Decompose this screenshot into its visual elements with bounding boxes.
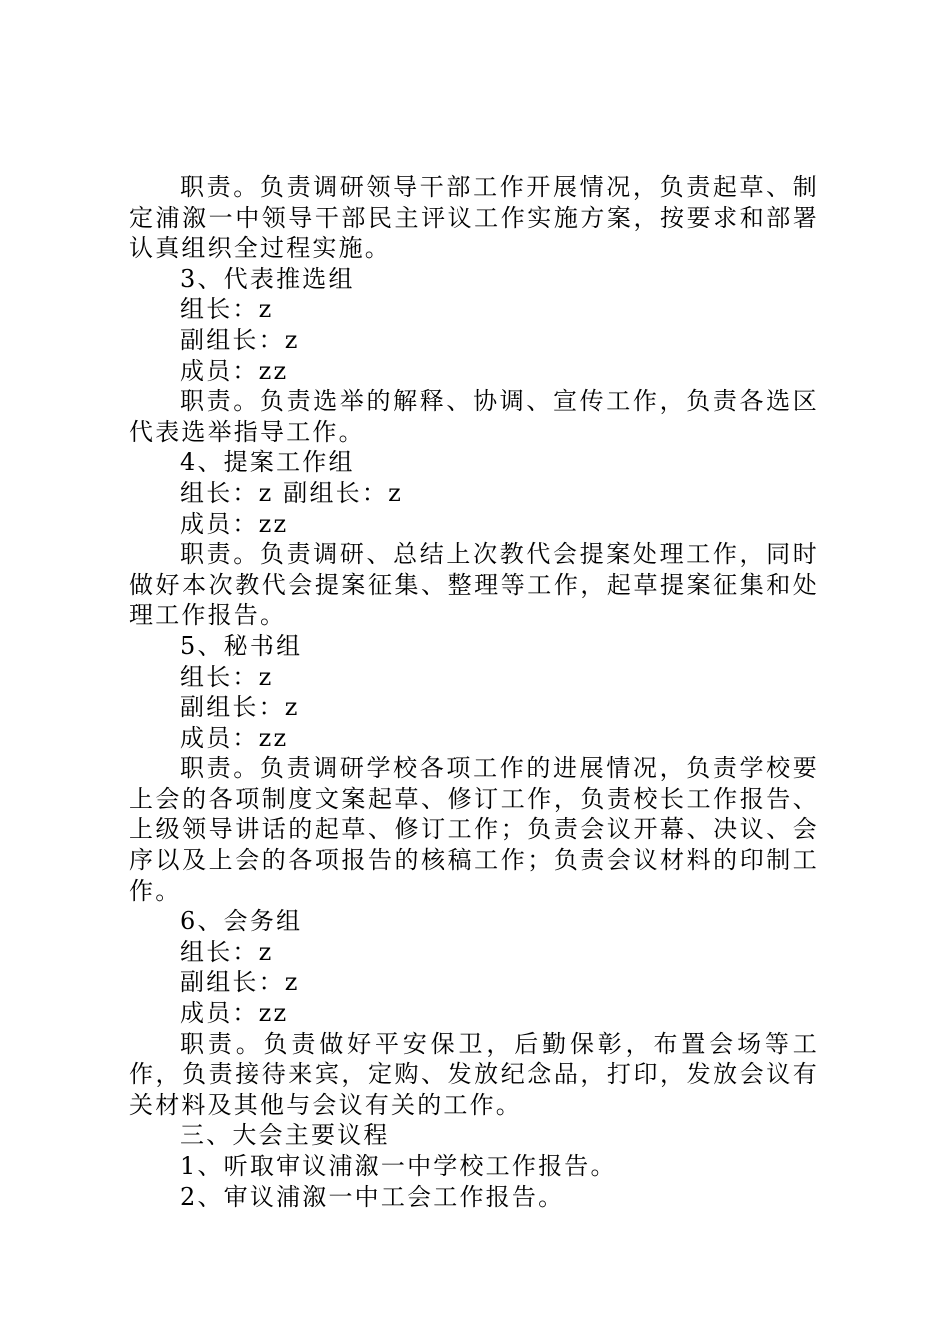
heading-group-4: 4、提案工作组 xyxy=(180,448,355,477)
group-5-leader: 组长：z xyxy=(180,662,274,691)
group-3-leader: 组长：z xyxy=(180,295,274,324)
group-6-duty: 职责。负责做好平安保卫，后勤保彰，布置会场等工作，负责接待来宾，定购、发放纪念品，打印，发放会议有关材料及其他与会议有关的工作。 xyxy=(129,1029,819,1119)
group-3-deputy: 副组长：z xyxy=(180,325,300,354)
heading-group-3: 3、代表推选组 xyxy=(180,264,355,293)
heading-group-5: 5、秘书组 xyxy=(180,631,303,660)
group-3-duty: 职责。负责选举的解释、协调、宣传工作，负责各选区代表选举指导工作。 xyxy=(129,387,819,446)
heading-agenda: 三、大会主要议程 xyxy=(180,1121,390,1150)
group-5-duty: 职责。负责调研学校各项工作的进展情况，负责学校要上会的各项制度文案起草、修订工作，负责校长工作报告、上级领导讲话的起草、修订工作；负责会议开幕、决议、会序以及上会的各项报告的核稿工作；负责会议材料的印制工作。 xyxy=(129,754,819,905)
group-6-members: 成员：zz xyxy=(180,999,289,1028)
group-3-members: 成员：zz xyxy=(180,356,289,385)
group-4-members: 成员：zz xyxy=(180,509,289,538)
group-4-duty: 职责。负责调研、总结上次教代会提案处理工作，同时做好本次教代会提案征集、整理等工作，起草提案征集和处理工作报告。 xyxy=(129,540,819,630)
agenda-item-2: 2、审议浦溆一中工会工作报告。 xyxy=(180,1182,565,1211)
group-6-deputy: 副组长：z xyxy=(180,968,300,997)
group-6-leader: 组长：z xyxy=(180,937,274,966)
document-body xyxy=(129,172,819,1212)
group-5-members: 成员：zz xyxy=(180,723,289,752)
heading-group-6: 6、会务组 xyxy=(180,907,303,936)
paragraph-duty-1: 职责。负责调研领导干部工作开展情况，负责起草、制定浦溆一中领导干部民主评议工作实施方案，按要求和部署认真组织全过程实施。 xyxy=(129,173,819,263)
agenda-item-1: 1、听取审议浦溆一中学校工作报告。 xyxy=(180,1152,617,1180)
group-4-leaders: 组长：z 副组长：z xyxy=(180,478,403,507)
group-5-deputy: 副组长：z xyxy=(180,693,300,722)
